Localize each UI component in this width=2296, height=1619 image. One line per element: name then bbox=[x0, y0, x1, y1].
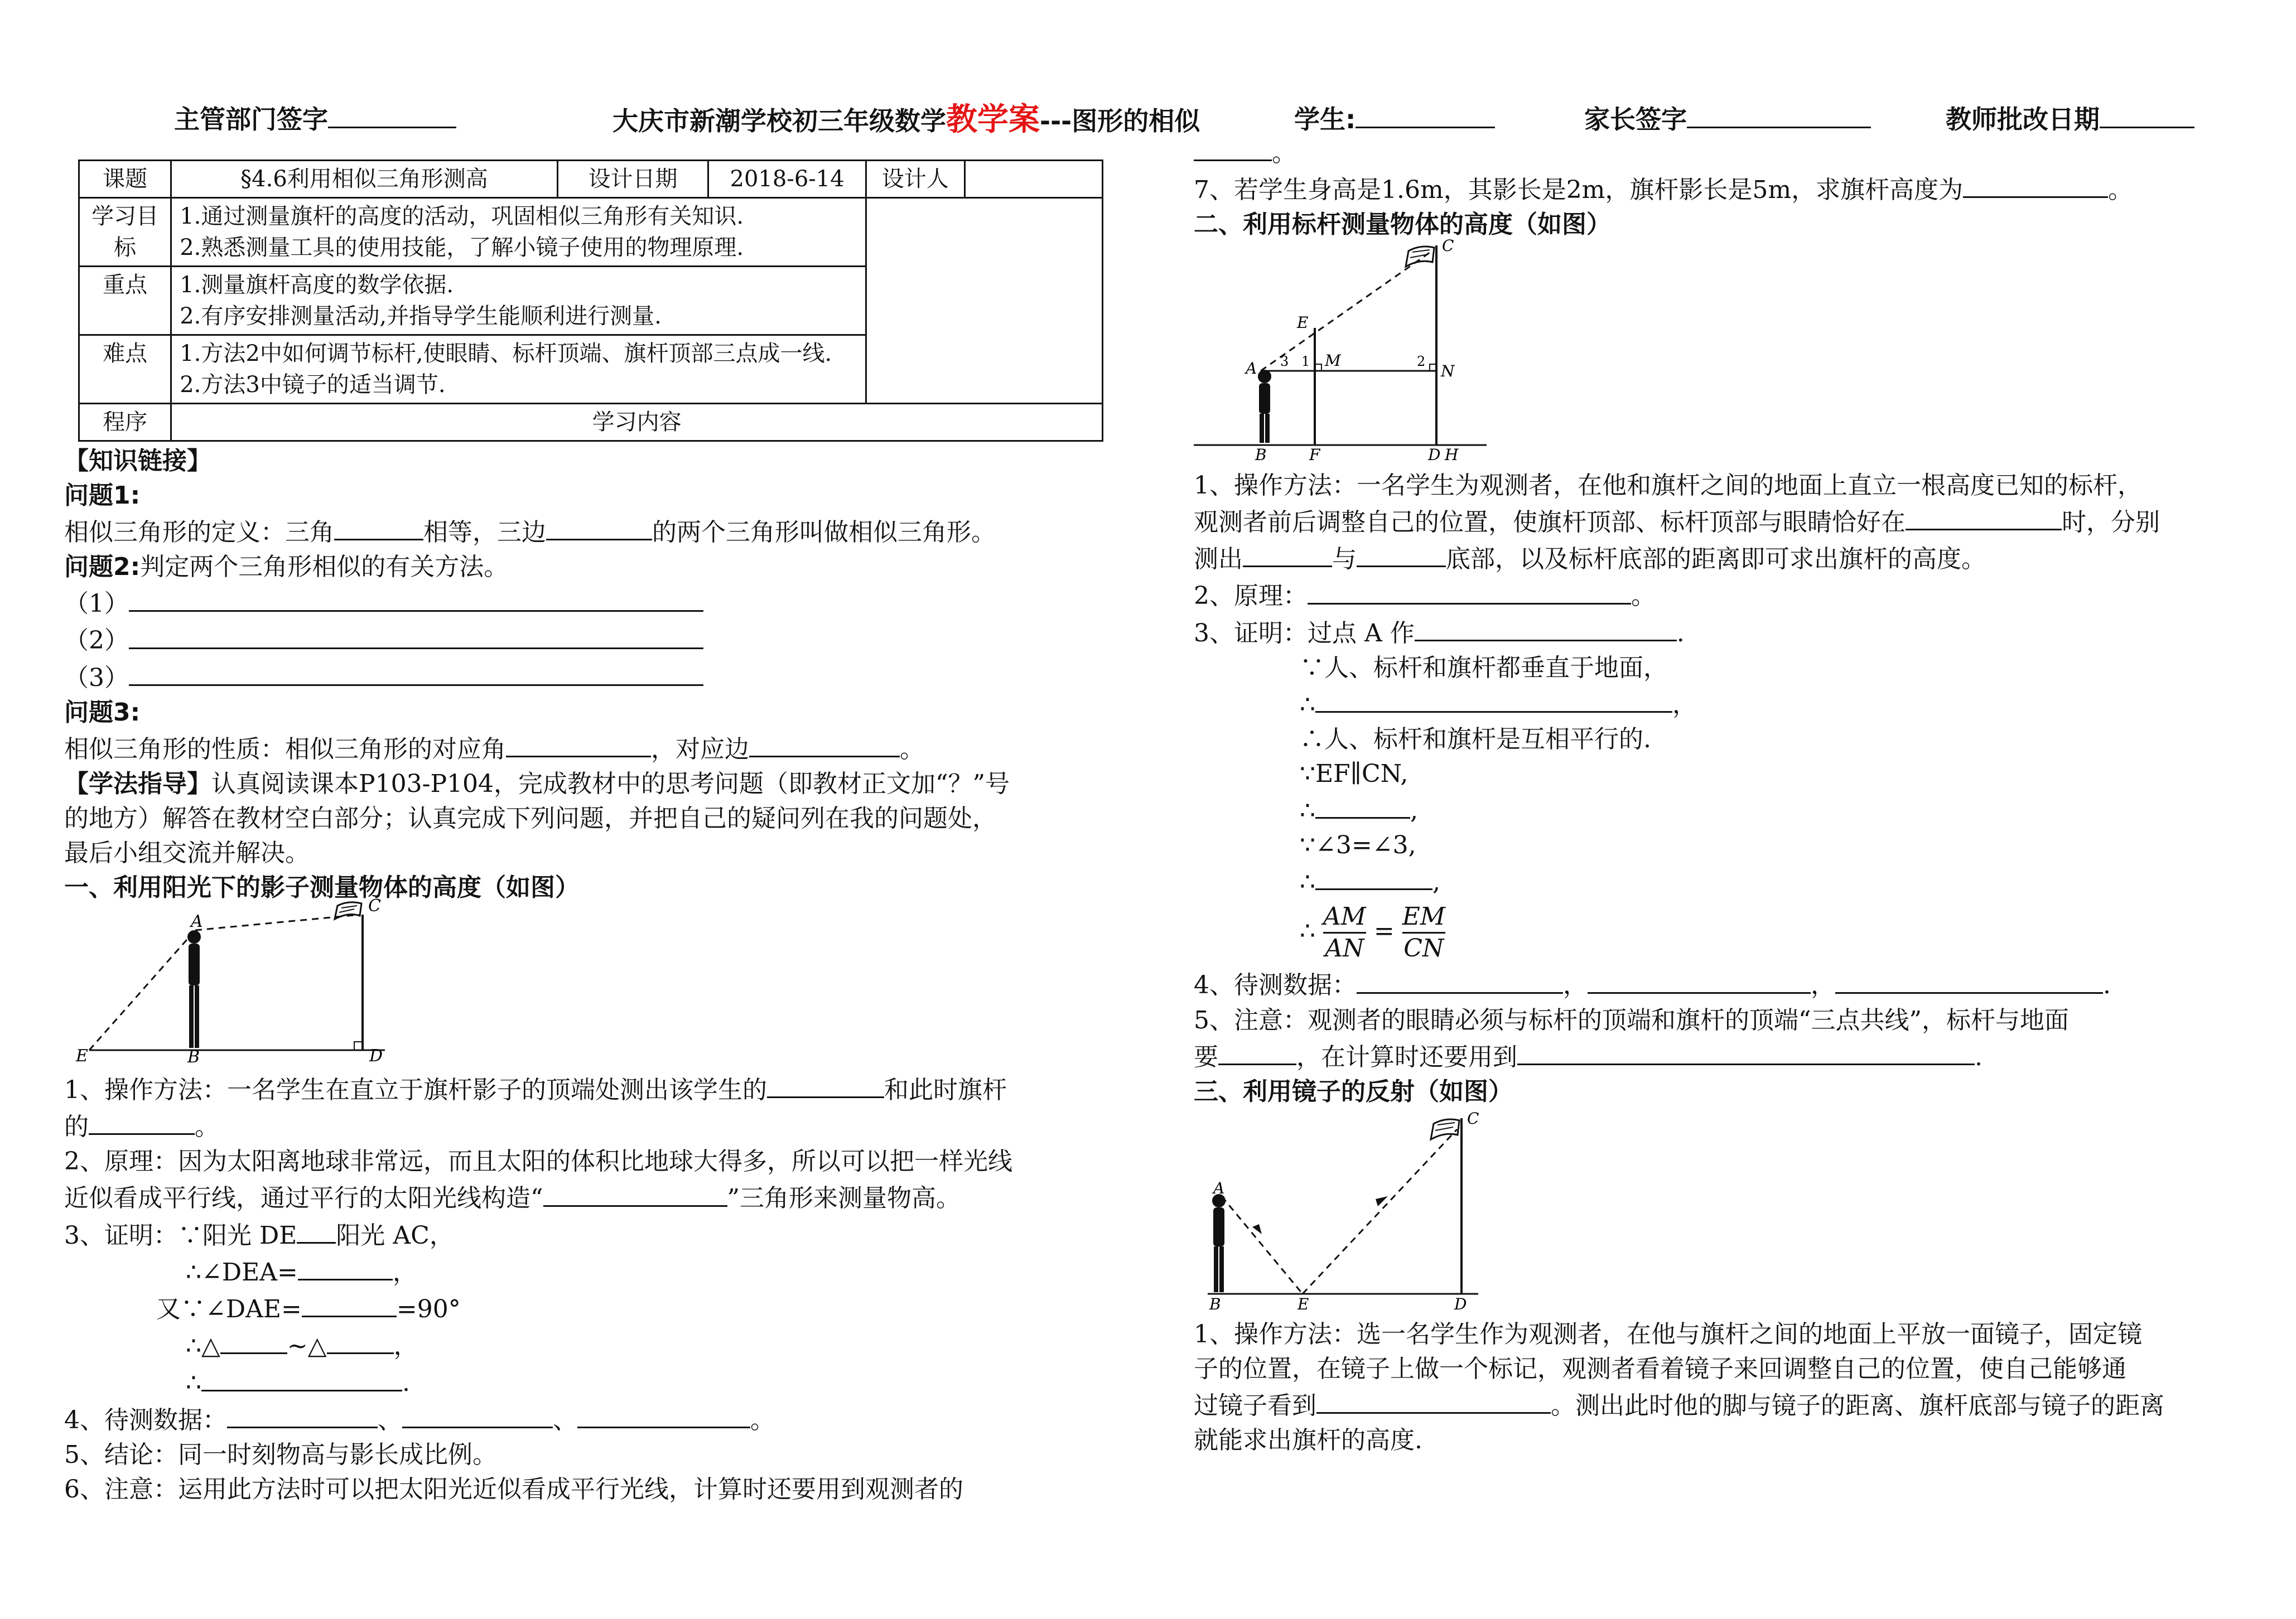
flag-icon bbox=[1431, 1119, 1459, 1139]
label-e: E bbox=[1297, 313, 1309, 332]
sunray-ac bbox=[195, 915, 360, 930]
goals-label: 学习目标 bbox=[79, 198, 171, 267]
s3-operation-3: 过镜子看到 。测出此时他的脚与镜子的距离、旗杆底部与镜子的距离 bbox=[1194, 1386, 2226, 1423]
s3-operation-2: 子的位置，在镜子上做一个标记，观测者看着镜子来回调整自己的位置，使自己能够通 bbox=[1194, 1355, 2126, 1383]
label-angle-3: 3 bbox=[1280, 354, 1289, 369]
s2-note-2: 要 ，在计算时还要用到 . bbox=[1194, 1038, 2226, 1075]
student-figure bbox=[187, 930, 201, 1048]
continued-blank: 。 bbox=[1194, 134, 2226, 171]
s2-operation-3: 测出 与 底部，以及标杆底部的距离即可求出旗杆的高度。 bbox=[1194, 540, 2226, 577]
label-e: E bbox=[76, 1046, 88, 1062]
sunray-de bbox=[89, 930, 195, 1050]
s2-proof-7: ∵∠3=∠3, bbox=[1300, 831, 1416, 860]
reflected-ray bbox=[1222, 1196, 1303, 1294]
s2-operation-2: 观测者前后调整自己的位置，使旗杆顶部、标杆顶部与眼睛恰好在 时，分别 bbox=[1194, 503, 2226, 540]
content-label: 学习内容 bbox=[171, 404, 1103, 441]
s2-proof-5: ∵EF∥CN, bbox=[1300, 759, 1409, 788]
label-angle-2: 2 bbox=[1417, 354, 1426, 369]
sight-line-ac bbox=[1261, 251, 1432, 371]
s1-principle-1: 2、原理：因为太阳离地球非常远，而且太阳的体积比地球大得多，所以可以把一样光线 bbox=[64, 1147, 1012, 1176]
label-m: M bbox=[1325, 351, 1341, 370]
q2-text: 问题2:判定两个三角形相似的有关方法。 bbox=[64, 553, 509, 582]
s2-principle: 2、原理： 。 bbox=[1194, 577, 2226, 613]
difficult-points: 1.方法2中如何调节标杆,使眼睛、标杆顶端、旗杆顶部三点成一线. 2.方法3中镜子的适当调节. bbox=[171, 335, 866, 404]
s1-note: 6、注意：运用此方法时可以把太阳光近似看成平行光线，计算时还要用到观测者的 bbox=[64, 1475, 963, 1504]
teacher-date: 教师批改日期 bbox=[1946, 99, 2194, 136]
designer-label: 设计人 bbox=[866, 161, 964, 198]
label-d: D bbox=[1428, 446, 1441, 463]
label-c: C bbox=[368, 896, 381, 916]
right-column bbox=[1194, 134, 2226, 242]
q2-item-1: （1） bbox=[64, 584, 1096, 621]
s2-proof-6: ∴ , bbox=[1194, 791, 2226, 828]
s1-operation-1: 1、操作方法：一名学生在直立于旗杆影子的顶端处测出该学生的 和此时旗杆 bbox=[64, 1071, 1096, 1108]
s1-proof-2: ∴∠DEA= ， bbox=[64, 1253, 1096, 1290]
observer-figure bbox=[1258, 370, 1271, 443]
s2-note-1: 5、注意：观测者的眼睛必须与标杆的顶端和旗杆的顶端“三点共线”，标杆与地面 bbox=[1194, 1006, 2069, 1035]
label-d: D bbox=[1454, 1295, 1467, 1313]
parent-sign: 家长签字 bbox=[1584, 99, 1871, 136]
topic: §4.6利用相似三角形测高 bbox=[171, 161, 558, 198]
s1-proof-5: ∴ . bbox=[64, 1364, 1096, 1400]
label-a: A bbox=[1213, 1179, 1225, 1197]
s1-conclusion: 5、结论：同一时刻物高与影长成比例。 bbox=[64, 1440, 497, 1469]
s1-data: 4、待测数据： 、 、 。 bbox=[64, 1401, 1096, 1438]
topic-label: 课题 bbox=[79, 161, 171, 198]
label-b: B bbox=[1209, 1295, 1221, 1313]
s2-proof-4: ∴人、标杆和旗杆是互相平行的. bbox=[1300, 724, 1651, 753]
right-column-s3 bbox=[1194, 1317, 2226, 1458]
q2-item-2: （2） bbox=[64, 621, 1096, 658]
blank-cell bbox=[866, 198, 1102, 404]
label-b: B bbox=[187, 1047, 200, 1062]
design-date: 2018-6-14 bbox=[708, 161, 866, 198]
guide-line-3: 最后小组交流并解决。 bbox=[64, 838, 310, 867]
label-n: N bbox=[1441, 362, 1455, 380]
s2-proof-fraction: ∴ $\frac{AM}{AN}$ = $\frac{EM}{CN}$ bbox=[1300, 902, 1445, 963]
q1-text: 相似三角形的定义：三角 相等，三边 的两个三角形叫做相似三角形。 bbox=[64, 513, 1096, 550]
incident-ray bbox=[1303, 1129, 1457, 1294]
s3-operation-1: 1、操作方法：选一名学生作为观测者，在他与旗杆之间的地面上平放一面镜子，固定镜 bbox=[1194, 1320, 2142, 1349]
design-date-label: 设计日期 bbox=[557, 161, 708, 198]
arrow-icon bbox=[1252, 1224, 1262, 1234]
s1-proof-4: ∴△ ~△ ， bbox=[64, 1327, 1096, 1364]
label-a: A bbox=[191, 912, 203, 931]
guide-line-2: 的地方）解答在教材空白部分；认真完成下列问题，并把自己的疑问列在我的问题处， bbox=[64, 804, 997, 833]
right-column-s2 bbox=[1194, 468, 2226, 1109]
left-column-lower bbox=[64, 1071, 1096, 1507]
key-label: 重点 bbox=[79, 267, 171, 335]
q7: 7、若学生身高是1.6m，其影长是2m，旗杆影长是5m，求旗杆高度为 。 bbox=[1194, 171, 2226, 207]
s1-operation-2: 的 。 bbox=[64, 1108, 1096, 1144]
procedure-label: 程序 bbox=[79, 404, 171, 441]
section-1-title: 一、利用阳光下的影子测量物体的高度（如图） bbox=[64, 873, 580, 902]
student-name: 学生: bbox=[1294, 99, 1495, 136]
label-f: F bbox=[1309, 446, 1320, 463]
s2-proof-2: ∵人、标杆和旗杆都垂直于地面， bbox=[1300, 653, 1668, 682]
s1-proof-1: 3、证明：∵阳光 DE 阳光 AC， bbox=[64, 1216, 1096, 1253]
difficult-label: 难点 bbox=[79, 335, 171, 404]
mirror-diagram bbox=[1194, 1107, 1495, 1313]
designer-value bbox=[964, 161, 1102, 198]
pole-diagram bbox=[1191, 234, 1503, 463]
right-angle-mark bbox=[354, 1042, 363, 1050]
s2-proof-3: ∴ ， bbox=[1194, 685, 2226, 722]
observer-figure bbox=[1212, 1194, 1226, 1292]
dept-sign: 主管部门签字 bbox=[174, 99, 456, 136]
label-d: D bbox=[369, 1046, 383, 1062]
key-points: 1.测量旗杆高度的数学依据. 2.有序安排测量活动,并指导学生能顺利进行测量. bbox=[171, 267, 866, 335]
s2-proof-8: ∴ , bbox=[1194, 863, 2226, 900]
s3-operation-4: 就能求出旗杆的高度. bbox=[1194, 1426, 1422, 1455]
label-h: H bbox=[1445, 446, 1459, 463]
section-2-title: 二、利用标杆测量物体的高度（如图） bbox=[1194, 210, 1611, 239]
s1-proof-3: 又∵∠DAE= =90° bbox=[64, 1290, 1096, 1327]
knowledge-heading: 【知识链接】 bbox=[64, 447, 211, 475]
goals: 1.通过测量旗杆的高度的活动，巩固相似三角形有关知识. 2.熟悉测量工具的使用技能，了解小镜子使用的物理原理. bbox=[171, 198, 866, 267]
label-a: A bbox=[1246, 359, 1257, 378]
q1-label: 问题1: bbox=[64, 481, 141, 510]
s2-proof-1: 3、证明：过点 A 作 . bbox=[1194, 614, 2226, 651]
page-title: 大庆市新潮学校初三年级数学教学案---图形的相似 bbox=[612, 102, 1200, 138]
label-e: E bbox=[1297, 1295, 1309, 1313]
q3-label: 问题3: bbox=[64, 698, 141, 727]
s2-operation-1: 1、操作方法：一名学生为观测者，在他和旗杆之间的地面上直立一根高度已知的标杆， bbox=[1194, 471, 2142, 500]
left-column bbox=[64, 444, 1096, 905]
lesson-info-table bbox=[78, 160, 1103, 442]
q2-item-3: （3） bbox=[64, 659, 1096, 695]
flag-icon bbox=[1406, 247, 1434, 267]
s2-data: 4、待测数据： ， ， . bbox=[1194, 966, 2226, 1003]
s1-principle-2: 近似看成平行线，通过平行的太阳光线构造“ ”三角形来测量物高。 bbox=[64, 1179, 1096, 1216]
label-c: C bbox=[1442, 236, 1454, 255]
q3-text: 相似三角形的性质：相似三角形的对应角 ，对应边 。 bbox=[64, 730, 1096, 767]
label-angle-1: 1 bbox=[1301, 354, 1310, 369]
label-b: B bbox=[1255, 446, 1267, 463]
guide-line-1: 【学法指导】认真阅读课本P103-P104，完成教材中的思考问题（即教材正文加“？”号 bbox=[64, 769, 1010, 798]
section-3-title: 三、利用镜子的反射（如图） bbox=[1194, 1077, 1513, 1106]
shadow-diagram bbox=[73, 892, 407, 1062]
label-c: C bbox=[1467, 1109, 1479, 1128]
